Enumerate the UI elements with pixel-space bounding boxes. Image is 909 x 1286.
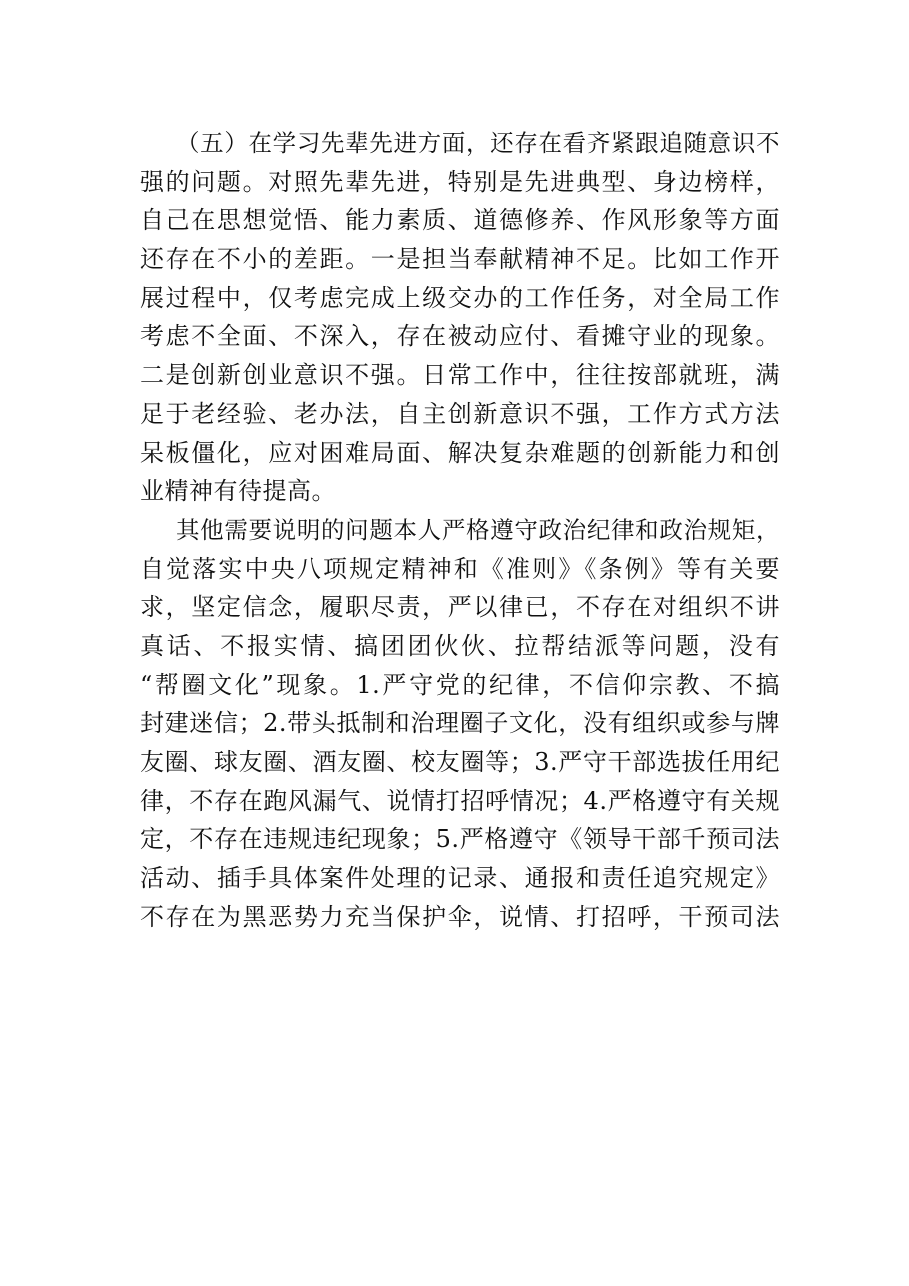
paragraph-line: 其他需要说明的问题本人严格遵守政治纪律和政治规矩， [176, 515, 780, 544]
paragraph-line: 自觉落实中央八项规定精神和《准则》《条例》等有关要 [140, 554, 780, 583]
paragraph-line: 定，不存在违规违纪现象；5.严格遵守《领导干部千预司法 [140, 825, 780, 854]
paragraph-line: 封建迷信；2.带头抵制和治理圈子文化，没有组织或参与牌 [140, 709, 780, 738]
paragraph-line: 考虑不全面、不深入，存在被动应付、看摊守业的现象。 [140, 322, 780, 351]
paragraph-line: 律，不存在跑风漏气、说情打招呼情况；4.严格遵守有关规 [140, 786, 780, 815]
paragraph-line: 真话、不报实情、搞团团伙伙、拉帮结派等问题，没有 [140, 631, 780, 660]
paragraph-line: （五）在学习先辈先进方面，还存在看齐紧跟追随意识不 [176, 129, 780, 157]
paragraph-line: 自己在思想觉悟、能力素质、道德修养、作风形象等方面 [140, 206, 780, 235]
paragraph-line: 二是创新创业意识不强。日常工作中，往往按部就班，满 [140, 361, 780, 390]
paragraph-line: 业精神有待提高。 [140, 477, 336, 506]
paragraph-2 [140, 511, 780, 937]
paragraph-line: 求，坚定信念，履职尽责，严以律已，不存在对组织不讲 [140, 593, 780, 622]
paragraph-line: 活动、插手具体案件处理的记录、通报和责任追究规定》 [140, 864, 780, 893]
paragraph-line: 不存在为黑恶势力充当保护伞，说情、打招呼，干预司法 [140, 902, 780, 931]
paragraph-line: 强的问题。对照先辈先进，特别是先进典型、身边榜样， [140, 167, 780, 196]
paragraph-line: 还存在不小的差距。一是担当奉献精神不足。比如工作开 [140, 245, 780, 274]
paragraph-line: 展过程中，仅考虑完成上级交办的工作任务，对全局工作 [140, 283, 780, 312]
document-body [140, 124, 780, 936]
paragraph-line: 友圈、球友圈、酒友圈、校友圈等；3.严守干部选拔任用纪 [140, 748, 780, 776]
paragraph-1 [140, 124, 780, 511]
paragraph-line: 足于老经验、老办法，自主创新意识不强，工作方式方法 [140, 399, 780, 428]
paragraph-line: “帮圈文化”现象。1.严守党的纪律，不信仰宗教、不搞 [140, 670, 780, 699]
paragraph-line: 呆板僵化，应对困难局面、解决复杂难题的创新能力和创 [140, 438, 780, 467]
